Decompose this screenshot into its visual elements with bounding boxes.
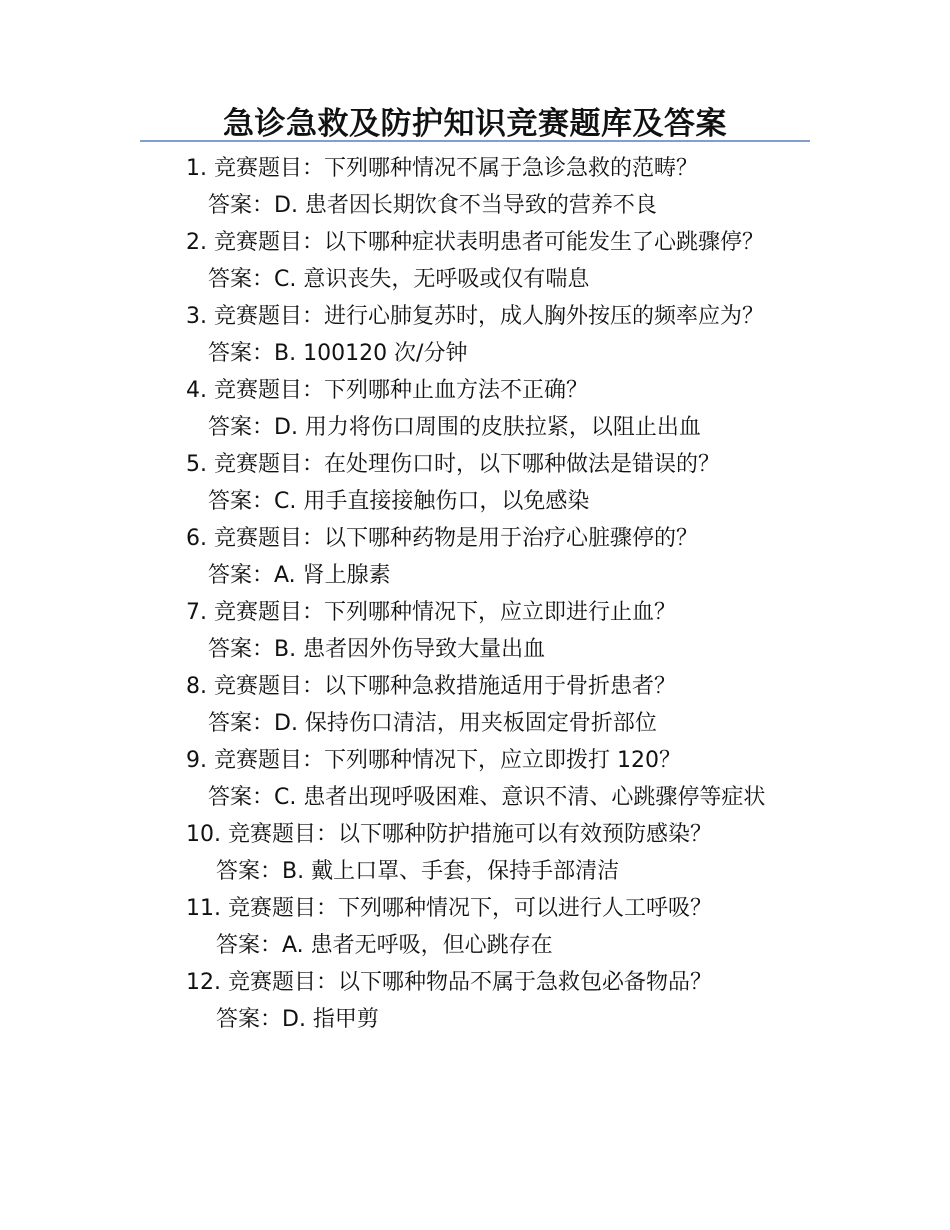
question-text: 3. 竞赛题目：进行心肺复苏时，成人胸外按压的频率应为？ <box>186 304 764 329</box>
answer-text: 答案：D. 保持伤口清洁，用夹板固定骨折部位 <box>208 711 657 736</box>
question-text: 5. 竞赛题目：在处理伤口时，以下哪种做法是错误的？ <box>186 452 720 477</box>
question-text: 12. 竞赛题目：以下哪种物品不属于急救包必备物品？ <box>186 970 712 995</box>
list-item <box>140 668 812 742</box>
answer-text: 答案：B. 戴上口罩、手套，保持手部清洁 <box>216 859 620 884</box>
answer-text: 答案：A. 肾上腺素 <box>208 563 391 588</box>
answer-text: 答案：C. 用手直接接触伤口，以免感染 <box>208 489 590 514</box>
question-list <box>140 150 812 1038</box>
question-text: 1. 竞赛题目：下列哪种情况不属于急诊急救的范畴？ <box>186 156 698 181</box>
title-underline <box>140 140 810 142</box>
list-item <box>140 298 812 372</box>
question-text: 9. 竞赛题目：下列哪种情况下，应立即拨打 120？ <box>186 748 681 773</box>
list-item <box>140 520 812 594</box>
list-item <box>140 446 812 520</box>
answer-text: 答案：C. 患者出现呼吸困难、意识不清、心跳骤停等症状 <box>208 785 766 810</box>
list-item <box>140 816 812 890</box>
page-title: 急诊急救及防护知识竞赛题库及答案 <box>223 106 727 142</box>
answer-text: 答案：B. 100120 次/分钟 <box>208 341 468 366</box>
answer-text: 答案：D. 患者因长期饮食不当导致的营养不良 <box>208 193 657 218</box>
list-item <box>140 372 812 446</box>
answer-text: 答案：C. 意识丧失，无呼吸或仅有喘息 <box>208 267 590 292</box>
question-text: 2. 竞赛题目：以下哪种症状表明患者可能发生了心跳骤停？ <box>186 230 764 255</box>
list-item <box>140 890 812 964</box>
list-item <box>140 224 812 298</box>
question-text: 4. 竞赛题目：下列哪种止血方法不正确？ <box>186 378 588 403</box>
list-item <box>140 594 812 668</box>
question-text: 8. 竞赛题目：以下哪种急救措施适用于骨折患者？ <box>186 674 676 699</box>
answer-text: 答案：D. 用力将伤口周围的皮肤拉紧，以阻止出血 <box>208 415 701 440</box>
list-item <box>140 150 812 224</box>
list-item <box>140 742 812 816</box>
list-item <box>140 964 812 1038</box>
answer-text: 答案：B. 患者因外伤导致大量出血 <box>208 637 546 662</box>
question-text: 7. 竞赛题目：下列哪种情况下，应立即进行止血？ <box>186 600 676 625</box>
question-text: 6. 竞赛题目：以下哪种药物是用于治疗心脏骤停的？ <box>186 526 698 551</box>
answer-text: 答案：D. 指甲剪 <box>216 1007 379 1032</box>
question-text: 11. 竞赛题目：下列哪种情况下，可以进行人工呼吸？ <box>186 896 712 921</box>
answer-text: 答案：A. 患者无呼吸，但心跳存在 <box>216 933 553 958</box>
question-text: 10. 竞赛题目：以下哪种防护措施可以有效预防感染？ <box>186 822 712 847</box>
